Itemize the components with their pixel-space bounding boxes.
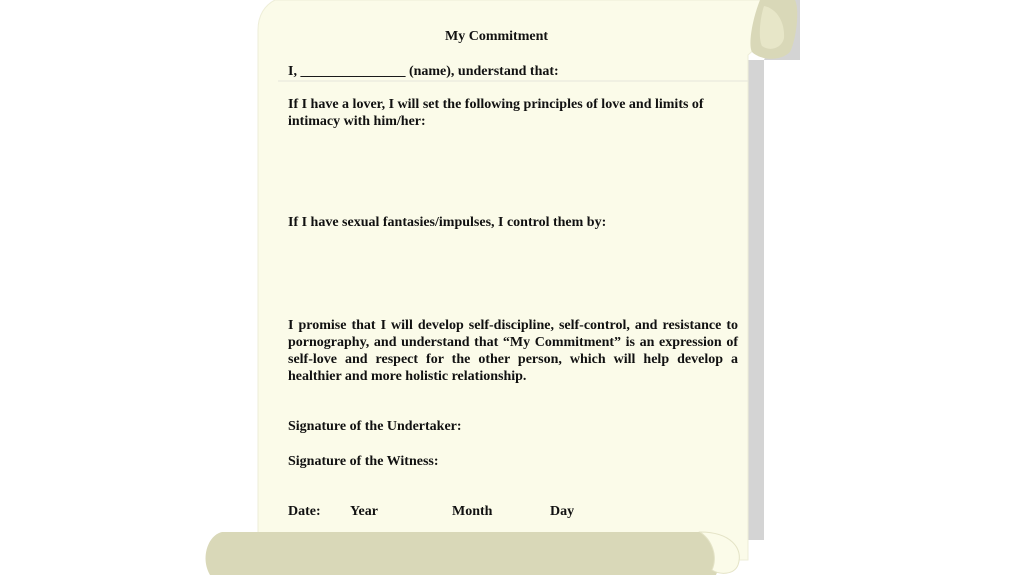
document-title: My Commitment — [445, 29, 549, 44]
lover-principles-paragraph: If I have a lover, I will set the following principles of love and limits of intimacy with him/her: — [288, 97, 704, 129]
day-label: Day — [550, 504, 575, 519]
date-row — [288, 503, 648, 521]
scroll-shadow — [748, 60, 764, 540]
year-label: Year — [350, 504, 378, 519]
fantasy-control-paragraph: If I have sexual fantasies/impulses, I control them by: — [288, 215, 607, 230]
undertaker-signature-label: Signature of the Undertaker: — [288, 419, 462, 434]
witness-signature-label: Signature of the Witness: — [288, 454, 439, 469]
bottom-roll — [206, 532, 720, 575]
date-label: Date: — [288, 504, 321, 519]
month-label: Month — [452, 504, 493, 519]
promise-paragraph: I promise that I will develop self-discipline, self-control, and resistance to pornography, and understand that “My Commitment” is an expression of self-love and respect for the other person, which will help develop a healthier and more holistic relationship. — [288, 318, 738, 384]
name-statement: I, _______________ (name), understand that: — [288, 64, 559, 79]
paper-body — [258, 0, 780, 560]
